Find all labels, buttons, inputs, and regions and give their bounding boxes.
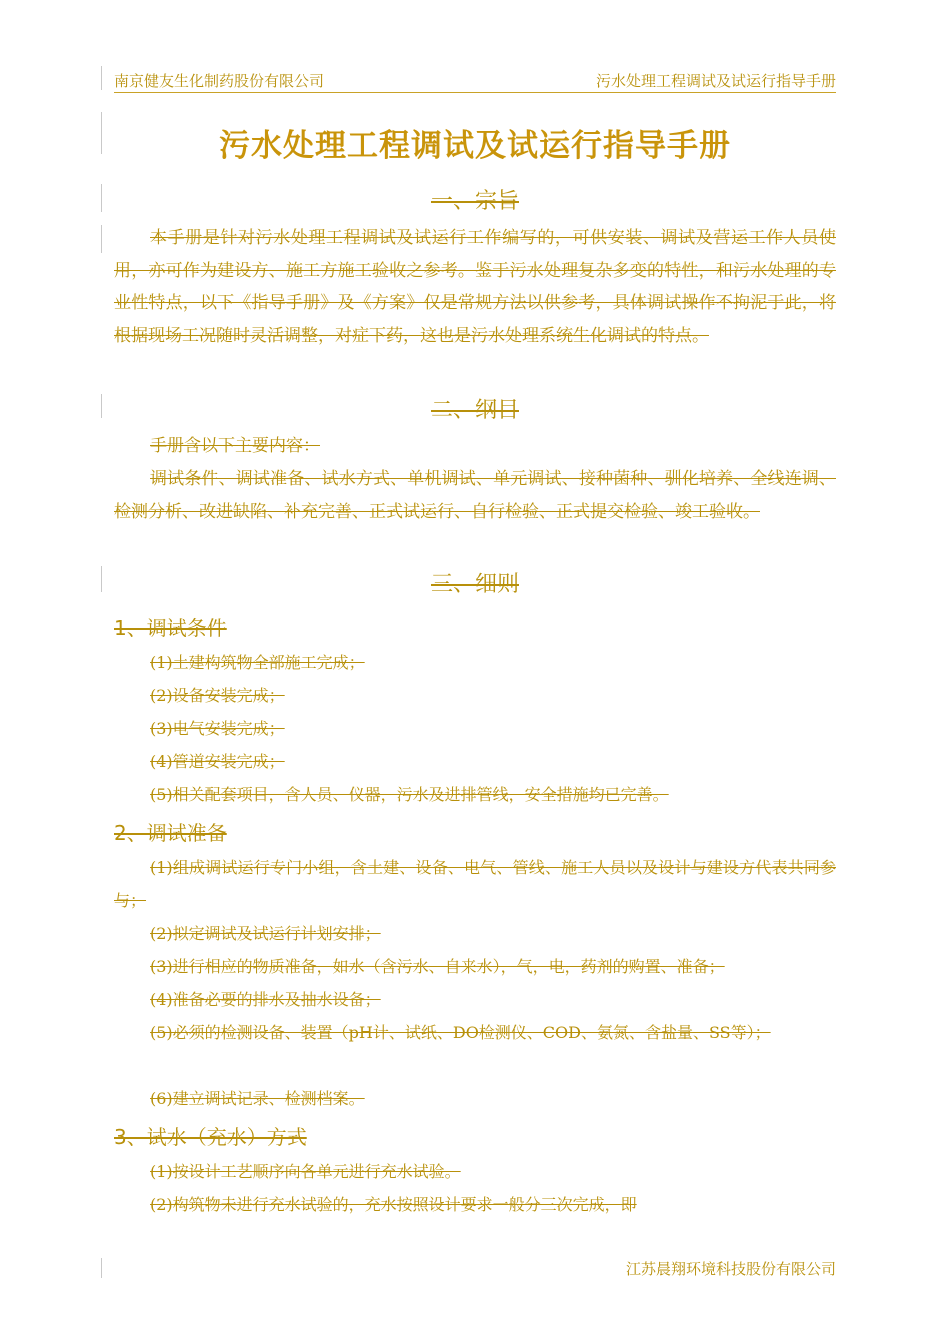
document-title: 污水处理工程调试及试运行指导手册 bbox=[219, 128, 731, 164]
sub-title-water-test: 3、试水（充水）方式 bbox=[114, 1125, 307, 1149]
outline-body: 调试条件、调试准备、试水方式、单机调试、单元调试、接种菌种、驯化培养、全线连调、检测分析、改进缺陷、补充完善、正式试运行、自行检验、正式提交检验、竣工验收。 bbox=[114, 469, 836, 522]
header-doc-name: 污水处理工程调试及试运行指导手册 bbox=[595, 72, 836, 90]
section-title-purpose: 一、宗旨 bbox=[430, 189, 519, 214]
list-item: (4)管道安装完成； bbox=[150, 752, 285, 771]
list-item: (2)设备安装完成； bbox=[150, 686, 285, 705]
footer-company: 江苏晨翔环境科技股份有限公司 bbox=[625, 1260, 836, 1278]
list-item: (2)拟定调试及试运行计划安排； bbox=[150, 924, 381, 943]
list-item: (6)建立调试记录、检测档案。 bbox=[150, 1089, 365, 1108]
margin-mark bbox=[101, 1258, 102, 1278]
section-title-rules: 三、细则 bbox=[430, 572, 519, 597]
list-item: (1)土建构筑物全部施工完成； bbox=[150, 653, 365, 672]
list-item: (3)电气安装完成； bbox=[150, 719, 285, 738]
page-header bbox=[114, 68, 836, 93]
list-item: (4)准备必要的排水及抽水设备； bbox=[150, 990, 381, 1009]
list-item: (1)组成调试运行专门小组，含土建、设备、电气、管线、施工人员以及设计与建设方代表共同参与； bbox=[114, 858, 836, 910]
list-item: (5)必须的检测设备、装置（pH计、试纸、DO检测仪、COD、氨氮、含盐量、SS等）； bbox=[150, 1023, 771, 1042]
list-item: (1)按设计工艺顺序向各单元进行充水试验。 bbox=[150, 1162, 461, 1181]
sub-title-conditions: 1、调试条件 bbox=[114, 616, 227, 640]
section-body-purpose: 本手册是针对污水处理工程调试及试运行工作编写的，可供安装、调试及营运工作人员使用，亦可作为建设方、施工方施工验收之参考。鉴于污水处理复杂多变的特性，和污水处理的专业性特点，以下《指导手册》及《方案》仅是常规方法以供参考，具体调试操作不拘泥于此，将根据现场工况随时灵活调整，对症下药，这也是污水处理系统生化调试的特点。 bbox=[114, 228, 836, 346]
sub-title-preparation: 2、调试准备 bbox=[114, 821, 227, 845]
header-company: 南京健友生化制药股份有限公司 bbox=[114, 72, 325, 90]
list-item: (5)相关配套项目，含人员、仪器，污水及进排管线，安全措施均已完善。 bbox=[150, 785, 669, 804]
section-title-outline: 二、纲目 bbox=[430, 398, 519, 423]
margin-mark bbox=[101, 225, 102, 253]
list-item: (3)进行相应的物质准备，如水（含污水、自来水），气，电，药剂的购置、准备； bbox=[150, 957, 725, 976]
list-item: (2)构筑物未进行充水试验的，充水按照设计要求一般分三次完成，即 bbox=[150, 1195, 637, 1214]
outline-intro: 手册含以下主要内容： bbox=[150, 436, 320, 456]
margin-mark bbox=[101, 66, 102, 90]
